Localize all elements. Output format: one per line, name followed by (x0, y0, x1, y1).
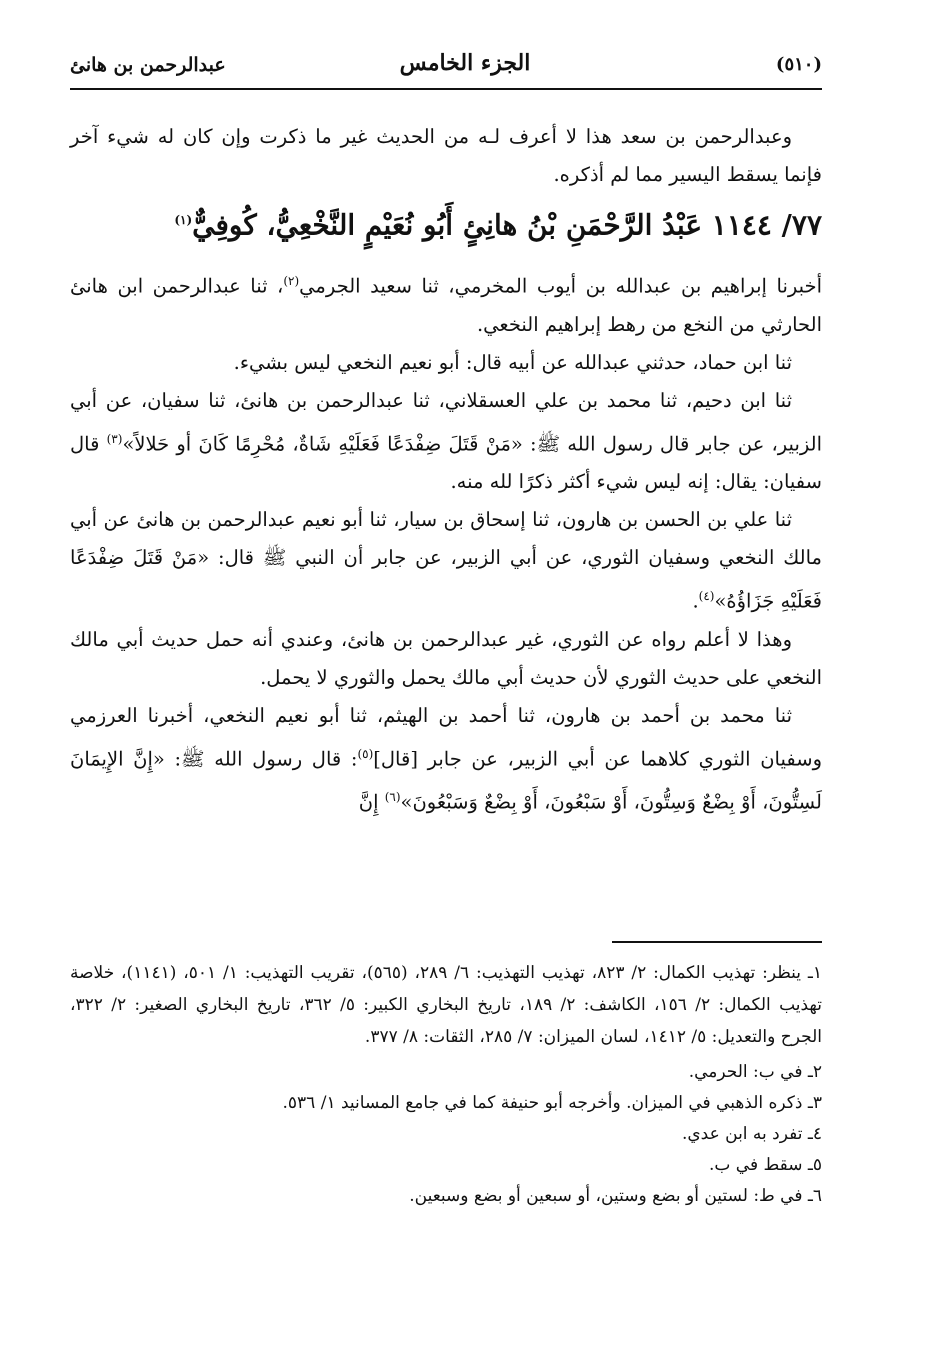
footnote-3: ٣ـ ذكره الذهبي في الميزان. وأخرجه أبو حنيفة كما في جامع المسانيد ١/ ٥٣٦. (282, 1093, 822, 1113)
footnote-ref-3: (٣) (106, 431, 123, 446)
footnote-1: ١ـ ينظر: تهذيب الكمال: ٢/ ٨٢٣، تهذيب التهذيب: ٦/ ٢٨٩، (٥٦٥)، تقريب التهذيب: ١/ ٥٠١، (١١٤١)، خلاصة تهذيب الكمال: ٢/ ١٥٦، الكاشف: ٢/ ١٨٩، تاريخ البخاري الكبير: ٥/ ٣٦٢، تاريخ البخاري الصغير: ٢/ ٣٢٢، الجرح والتعديل: ٥/ ١٤١٢، لسان الميزان: ٧/ ٢٨٥، الثقات: ٨/ ٣٧٧. (70, 963, 822, 1047)
paragraph-1: أخبرنا إبراهيم بن عبدالله بن أيوب المخرمي، ثنا سعيد الجرمي$^{(٢)}$، ثنا عبدالرحمن ابن هانئ الحارثي من النخع من رهط إبراهيم النخعي. (70, 274, 822, 336)
footnote-ref-2: (٢) (283, 274, 300, 288)
paragraph-6: ثنا محمد بن أحمد بن هارون، ثنا أحمد بن الهيثم، ثنا أبو نعيم النخعي، أخبرنا العرزمي وسفيان الثوري كلاهما عن أبي الزبير، عن جابر [قال]$^{(٥)}$: قال رسول الله ﷺ: «إِنَّ الإِيمَانَ لَسِتُّونَ، أَوْ بِضْعٌ وَسِتُّونَ، أَوْ سَبْعُونَ، أَوْ بِضْعٌ وَسَبْعُونَ»$^{(٦)}$ إِنَّ (70, 703, 822, 814)
page-number: (٥١٠) (775, 54, 822, 75)
footnote-6: ٦ـ في ط: لستين أو بضع وستين، أو سبعين أو بضع وسبعين. (409, 1186, 822, 1206)
entry-body (70, 262, 822, 822)
intro-block (70, 118, 822, 194)
intro-paragraph: وعبدالرحمن بن سعد هذا لا أعرف لـه من الحديث غير ما ذكرت وإن كان له شيء آخر فإنما يسقط اليسير مما لم أذكره. (70, 125, 822, 186)
footnote-2: ٢ـ في ب: الحرمي. (688, 1062, 822, 1082)
heading-footnote-ref: (١) (174, 213, 193, 227)
footnote-ref-4: (٤) (698, 589, 715, 603)
footnote-4: ٤ـ تفرد به ابن عدي. (681, 1124, 822, 1144)
footnote-ref-6: (٦) (384, 790, 401, 804)
running-title: عبدالرحمن بن هانئ (70, 54, 226, 76)
paragraph-5: وهذا لا أعلم رواه عن الثوري، غير عبدالرحمن بن هانئ، وعندي أنه حمل حديث أبي مالك النخعي على حديث الثوري لأن حديث أبي مالك يحمل والثوري لا يحمل. (70, 627, 822, 689)
footnote-divider (612, 941, 822, 943)
volume-label: الجزء الخامس (399, 50, 531, 76)
paragraph-3: ثنا ابن دحيم، ثنا محمد بن علي العسقلاني، ثنا عبدالرحمن بن هانئ، ثنا سفيان، عن أبي الزبير، عن جابر قال رسول الله ﷺ: «مَنْ قَتَلَ ضِفْدَعًا فَعَلَيْهِ شَاةٌ، مُحْرِمًا كَانَ أو حَلالاً»$^{(٣)}$ قال سفيان: يقال: إنه ليس شيء أكثر ذكرًا لله منه. (70, 388, 822, 493)
footnote-ref-5: (٥) (357, 746, 374, 761)
entry-heading-text: ٧٧/ ١١٤٤ عَبْدُ الرَّحْمَنِ بْنُ هانِئٍ أَبُو نُعَيْمٍ النَّخْعِيُّ، كُوفِيٌّ (192, 208, 822, 242)
page-header (70, 40, 822, 84)
footnotes (70, 957, 822, 1212)
header-divider (70, 88, 822, 90)
footnote-5: ٥ـ سقط في ب. (708, 1155, 822, 1175)
paragraph-2: ثنا ابن حماد، حدثني عبدالله عن أبيه قال: أبو نعيم النخعي ليس بشيء. (233, 350, 792, 374)
paragraph-4: ثنا علي بن الحسن بن هارون، ثنا إسحاق بن سيار، ثنا أبو نعيم عبدالرحمن بن هانئ عن أبي مالك النخعي وسفيان الثوري، عن أبي الزبير، عن جابر أن النبي ﷺ قال: «مَنْ قَتَلَ ضِفْدَعًا فَعَلَيْهِ جَزَاؤُهُ»$^{(٤)}$. (70, 508, 822, 613)
entry-heading (70, 198, 822, 247)
